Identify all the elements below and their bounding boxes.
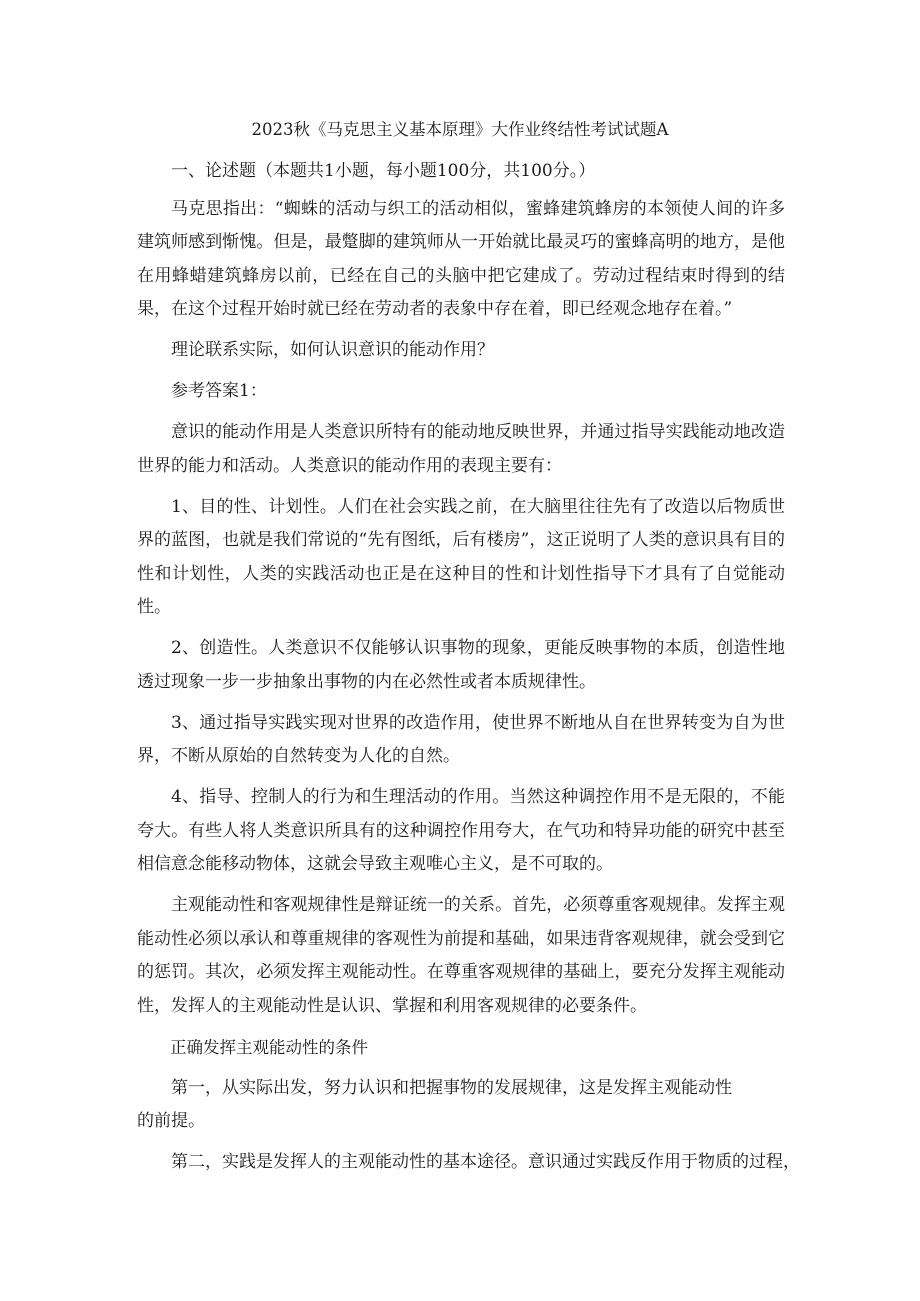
answer-intro-paragraph: 意识的能动作用是人类意识所特有的能动地反映世界，并通过指导实践能动地改造世界的能力和活动。人类意识的能动作用的表现主要有： <box>137 422 785 476</box>
condition-2-paragraph: 第二，实践是发挥人的主观能动性的基本途径。意识通过实践反作用于物质的过程， <box>171 1152 800 1172</box>
condition-1-line-2: 的前提。 <box>137 1111 205 1131</box>
document-title: 2023秋《马克思主义基本原理》大作业终结性考试试题A <box>251 120 669 139</box>
point-4-paragraph: 4、指导、控制人的行为和生理活动的作用。当然这种调控作用不是无限的，不能夸大。有些人将人类意识所具有的这种调控作用夸大，在气功和特异功能的研究中甚至相信意念能移动物体，这就会导致主观唯心主义，是不可取的。 <box>137 787 785 874</box>
condition-1-line-1: 第一，从实际出发，努力认识和把握事物的发展规律，这是发挥主观能动性 <box>171 1077 732 1098</box>
point-1-paragraph: 1、目的性、计划性。人们在社会实践之前，在大脑里往往先有了改造以后物质世界的蓝图，也就是我们常说的“先有图纸，后有楼房”，这正说明了人类的意识具有目的性和计划性，人类的实践活动也正是在这种目的性和计划性指导下才具有了自觉能动性。 <box>137 496 785 617</box>
dialectic-paragraph: 主观能动性和客观规律性是辩证统一的关系。首先，必须尊重客观规律。发挥主观能动性必须以承认和尊重规律的客观性为前提和基础，如果违背客观规律，就会受到它的惩罚。其次，必须发挥主观能动性。在尊重客观规律的基础上，要充分发挥主观能动性，发挥人的主观能动性是认识、掌握和利用客观规律的必要条件。 <box>137 895 785 1016</box>
question-paragraph: 理论联系实际，如何认识意识的能动作用？ <box>171 340 494 360</box>
section-heading: 一、论述题（本题共1小题，每小题100分，共100分。） <box>171 161 596 181</box>
point-3-paragraph: 3、通过指导实践实现对世界的改造作用，使世界不断地从自在世界转变为自为世界，不断从原始的自然转变为人化的自然。 <box>137 712 785 766</box>
answer-label: 参考答案1： <box>171 381 267 401</box>
conditions-heading: 正确发挥主观能动性的条件 <box>170 1037 368 1057</box>
quote-paragraph: 马克思指出：“蜘蛛的活动与织工的活动相似，蜜蜂建筑蜂房的本领使人间的许多建筑师感到惭愧。但是，最蹩脚的建筑师从一开始就比最灵巧的蜜蜂高明的地方，是他在用蜂蜡建筑蜂房以前，已经在自己的头脑中把它建成了。劳动过程结束时得到的结果，在这个过程开始时就已经在劳动者的表象中存在着，即已经观念地存在着。” <box>137 198 785 319</box>
document-body <box>137 155 800 1187</box>
point-2-paragraph: 2、创造性。人类意识不仅能够认识事物的现象，更能反映事物的本质，创造性地透过现象一步一步抽象出事物的内在必然性或者本质规律性。 <box>137 638 785 692</box>
